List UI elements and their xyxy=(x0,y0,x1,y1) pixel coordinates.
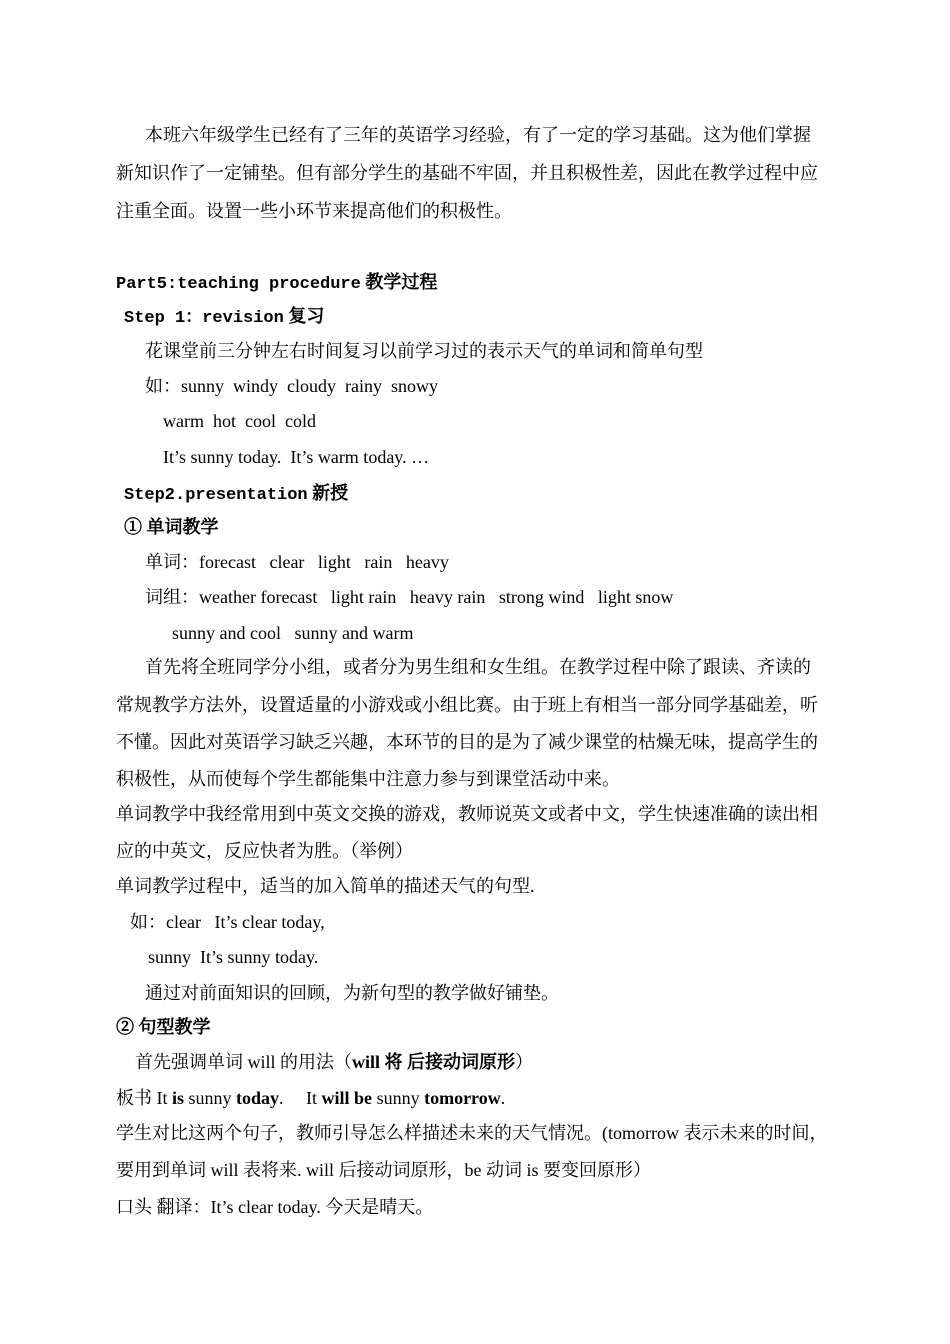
step1-sentences: It’s sunny today. It’s warm today. … xyxy=(163,447,430,467)
vocab-para1-line-2: 常规教学方法外，设置适量的小游戏或小组比赛。由于班上有相当一部分同学基础差，听 xyxy=(116,695,818,715)
step1-temperature-words: warm hot cool cold xyxy=(163,411,316,431)
vocab-para1-line-3: 不懂。因此对英语学习缺乏兴趣，本环节的目的是为了减少课堂的枯燥无味，提高学生的 xyxy=(116,732,818,752)
sentence-will-line xyxy=(135,1051,533,1073)
vocab-example-2: sunny It’s sunny today. xyxy=(148,947,319,967)
vocab-phrases-line xyxy=(145,586,673,608)
vocab-phrases-2: sunny and cool sunny and warm xyxy=(172,623,414,643)
vocab-para2-line-1: 单词教学中我经常用到中英文交换的游戏，教师说英文或者中文，学生快速准确的读出相 xyxy=(116,804,818,824)
step2-label-en: Step2.presentation xyxy=(124,486,308,505)
step1-label-cn: 复习 xyxy=(288,306,325,326)
sentence-oral-translation: 口头 翻译：It’s clear today. 今天是晴天。 xyxy=(116,1197,434,1217)
board-gap: . It xyxy=(279,1088,322,1108)
board-sunny-1: sunny xyxy=(184,1088,237,1108)
vocab-words: forecast clear light rain heavy xyxy=(199,552,449,572)
sentence-heading: ② 句型教学 xyxy=(116,1017,211,1037)
sentence-para1-line-1: 学生对比这两个句子，教师引导怎么样描述未来的天气情况。(tomorrow 表示未来的时间， xyxy=(116,1123,828,1143)
vocab-para1-line-1: 首先将全班同学分小组，或者分为男生组和女生组。在教学过程中除了跟读、齐读的 xyxy=(145,657,811,677)
part5-label-en: Part5:teaching procedure xyxy=(116,275,361,294)
sentence-will-pre: 首先强调单词 will 的用法（ xyxy=(135,1052,353,1072)
step1-label-en: Step 1：revision xyxy=(124,309,284,328)
vocab-phrases-label: 词组： xyxy=(145,587,199,607)
intro-line-3: 注重全面。设置一些小环节来提高他们的积极性。 xyxy=(116,201,512,221)
vocab-example-1: 如：clear It’s clear today, xyxy=(130,912,325,932)
step2-label-cn: 新授 xyxy=(312,483,349,503)
sentence-will-bold: will 将 后接动词原形 xyxy=(352,1052,516,1072)
intro-line-1: 本班六年级学生已经有了三年的英语学习经验，有了一定的学习基础。这为他们掌握 xyxy=(145,125,811,145)
board-today: today xyxy=(236,1088,280,1108)
step1-weather-words: sunny windy cloudy rainy snowy xyxy=(181,376,438,396)
vocab-heading: ① 单词教学 xyxy=(124,517,219,537)
step1-example-prefix: 如： xyxy=(145,376,181,396)
part5-label-cn: 教学过程 xyxy=(365,272,438,292)
board-is: is xyxy=(172,1088,185,1108)
vocab-para1-line-4: 积极性，从而使每个学生都能集中注意力参与到课堂活动中来。 xyxy=(116,769,620,789)
blackboard-line xyxy=(116,1087,505,1109)
sentence-para1-line-2: 要用到单词 will 表将来. will 后接动词原形，be 动词 is 要变回原形） xyxy=(116,1160,651,1180)
vocab-words-line xyxy=(145,551,449,573)
vocab-para2-line-2: 应的中英文，反应快者为胜。（举例） xyxy=(116,841,413,861)
vocab-phrases: weather forecast light rain heavy rain strong wind light snow xyxy=(199,587,674,607)
part5-heading xyxy=(116,271,437,296)
intro-line-2: 新知识作了一定铺垫。但有部分学生的基础不牢固，并且积极性差，因此在教学过程中应 xyxy=(116,163,818,183)
board-will-be: will be xyxy=(321,1088,373,1108)
sentence-will-post: ） xyxy=(515,1052,534,1072)
step1-description: 花课堂前三分钟左右时间复习以前学习过的表示天气的单词和简单句型 xyxy=(145,341,703,361)
vocab-para3: 单词教学过程中，适当的加入简单的描述天气的句型. xyxy=(116,876,535,896)
step2-heading xyxy=(124,482,348,507)
board-tomorrow: tomorrow xyxy=(424,1088,501,1108)
board-end: . xyxy=(500,1088,506,1108)
vocab-para4: 通过对前面知识的回顾，为新句型的教学做好铺垫。 xyxy=(145,983,559,1003)
board-prefix: 板书 It xyxy=(116,1088,172,1108)
step1-heading xyxy=(124,305,324,330)
board-sunny-2: sunny xyxy=(372,1088,425,1108)
vocab-words-label: 单词： xyxy=(145,552,199,572)
step1-example-words xyxy=(145,375,438,397)
